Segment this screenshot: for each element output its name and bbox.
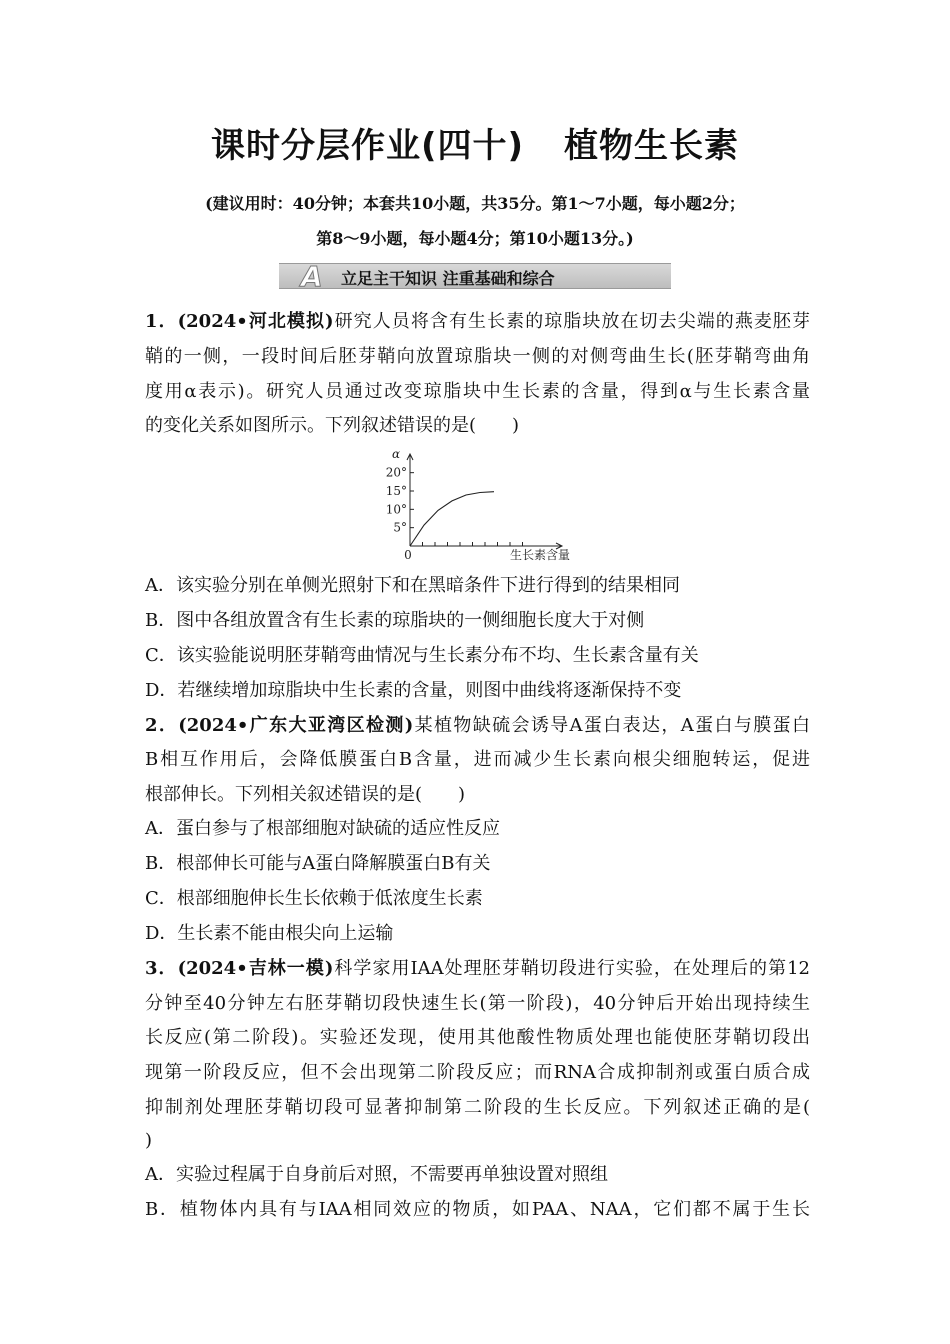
instructions-line-1: (建议用时：40分钟；本套共10小题，共35分。第1～7小题，每小题2分；	[205, 194, 745, 213]
q1-line-4: 的变化关系如图所示。下列叙述错误的是( )	[145, 415, 520, 436]
q1-number: 1．	[145, 311, 178, 332]
q1-option-c: C．该实验能说明胚芽鞘弯曲情况与生长素分布不均、生长素含量有关	[145, 645, 699, 666]
q2-option-d: D．生长素不能由根尖向上运输	[145, 923, 394, 944]
q1-option-b: B．图中各组放置含有生长素的琼脂块的一侧细胞长度大于对侧	[145, 610, 645, 631]
q1-line-3: 度用α表示)。研究人员通过改变琼脂块中生长素的含量，得到α与生长素含量	[145, 381, 810, 402]
q3-option-a: A．实验过程属于自身前后对照，不需要再单独设置对照组	[145, 1164, 608, 1185]
q1-source: (2024•河北模拟)	[177, 311, 334, 332]
y-tick-label: 20°	[385, 465, 407, 480]
q1-option-a: A．该实验分别在单侧光照射下和在黑暗条件下进行得到的结果相同	[145, 575, 680, 596]
title-main: 课时分层作业(四十)	[210, 126, 525, 166]
q1-option-d: D．若继续增加琼脂块中生长素的含量，则图中曲线将逐渐保持不变	[145, 680, 682, 701]
q3-source: (2024•吉林一模)	[177, 958, 334, 979]
q2-option-a: A．蛋白参与了根部细胞对缺硫的适应性反应	[145, 818, 500, 839]
title-topic: 植物生长素	[564, 126, 740, 166]
section-letter-icon: A	[301, 260, 323, 293]
section-banner	[279, 260, 671, 293]
q3-line-1: 3．(2024•吉林一模)科学家用IAA处理胚芽鞘切段进行实验，在处理后的第12	[145, 958, 810, 979]
q2-option-c: C．根部细胞伸长生长依赖于低浓度生长素	[145, 888, 483, 909]
q3-line-5: 抑制剂处理胚芽鞘切段可显著抑制第二阶段的生长反应。下列叙述正确的是(	[145, 1097, 810, 1118]
q1-line-2: 鞘的一侧，一段时间后胚芽鞘向放置琼脂块一侧的对侧弯曲生长(胚芽鞘弯曲角	[145, 346, 810, 367]
q2-line-1: 2．(2024•广东大亚湾区检测)某植物缺硫会诱导A蛋白表达，A蛋白与膜蛋白	[145, 715, 810, 736]
origin-label: 0	[404, 548, 412, 562]
q3-number: 3．	[145, 958, 178, 979]
instructions-line-2: 第8～9小题，每小题4分；第10小题13分。)	[316, 229, 634, 248]
y-axis-label: α	[392, 447, 401, 461]
y-tick-label: 5°	[393, 520, 407, 535]
y-tick-label: 10°	[385, 502, 407, 517]
q2-source: (2024•广东大亚湾区检测)	[178, 715, 414, 736]
q3-line-6: )	[145, 1130, 153, 1151]
alpha-curve	[410, 492, 494, 546]
y-tick-label: 15°	[385, 484, 407, 498]
q2-line-2: B相互作用后，会降低膜蛋白B含量，进而减少生长素向根尖细胞转运，促进	[145, 749, 810, 770]
q3-line-4: 现第一阶段反应，但不会出现第二阶段反应；而RNA合成抑制剂或蛋白质合成	[145, 1062, 810, 1083]
page-title	[0, 118, 950, 167]
q3-line-2: 分钟至40分钟左右胚芽鞘切段快速生长(第一阶段)，40分钟后开始出现持续生	[145, 993, 810, 1014]
section-label: 立足主干知识 注重基础和综合	[341, 269, 555, 288]
auxin-angle-chart	[380, 446, 580, 564]
q3-line-3: 长反应(第二阶段)。实验还发现，使用其他酸性物质处理也能使胚芽鞘切段出	[145, 1027, 810, 1048]
q2-option-b: B．根部伸长可能与A蛋白降解膜蛋白B有关	[145, 853, 491, 874]
q1-line-1: 1．(2024•河北模拟)研究人员将含有生长素的琼脂块放在切去尖端的燕麦胚芽	[145, 311, 810, 332]
q2-line-3: 根部伸长。下列相关叙述错误的是( )	[145, 784, 466, 805]
q3-option-b: B．植物体内具有与IAA相同效应的物质，如PAA、NAA，它们都不属于生长	[145, 1199, 810, 1220]
q2-number: 2．	[145, 715, 179, 736]
x-axis-label: 生长素含量	[509, 548, 570, 562]
